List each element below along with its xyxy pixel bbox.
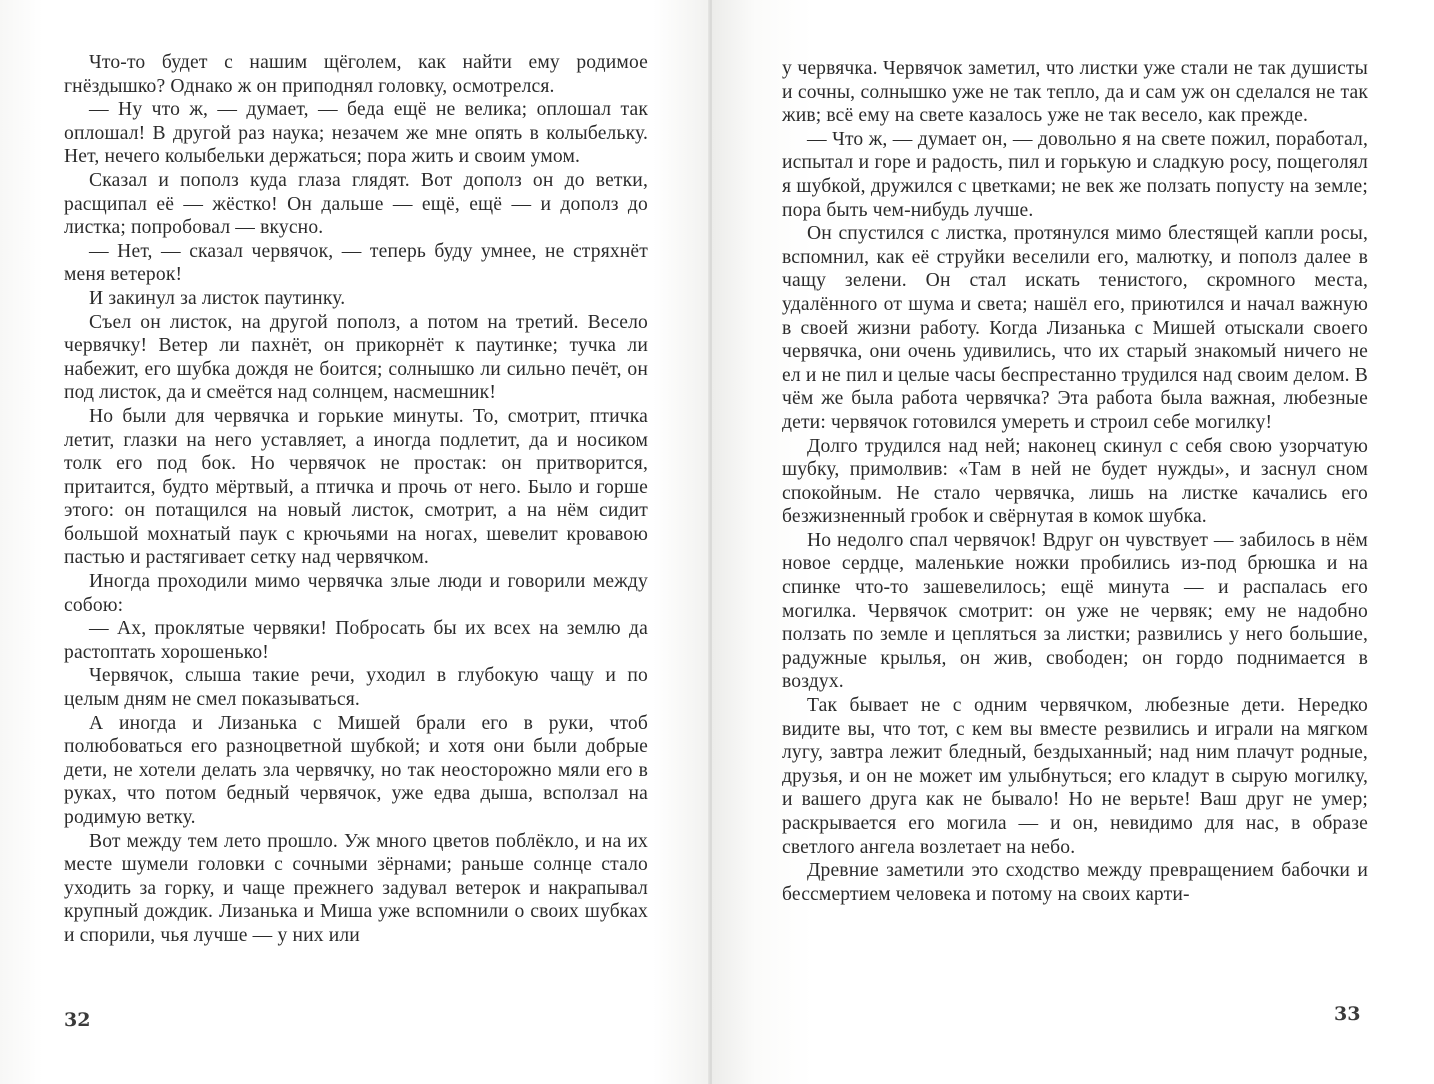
paragraph: Червячок, слыша такие речи, уходил в глубокую чащу и по целым дням не смел показываться. <box>64 665 648 711</box>
left-page-text <box>64 51 648 948</box>
paragraph: Съел он листок, на другой пополз, а потом на третий. Весело червячку! Ветер ли пахнёт, он прикорнёт к паутинке; тучка ли набежит, его шубка дождя не боится; солнышко ли сильно печёт, он под листок, да и смеётся над солнцем, насмешник! <box>64 311 648 404</box>
paragraph: Вот между тем лето прошло. Уж много цветов поблёкло, и на их месте шумели головки с сочными зёрнами; раньше солнце стало уходить за горку, и чаще прежнего задувал ветерок и накрапывал крупный дождик. Лизанька и Миша уже вспомнили о своих шубках и спорили, чья лучше — у них или <box>64 830 648 946</box>
left-page <box>0 0 710 1084</box>
paragraph: Иногда проходили мимо червячка злые люди и говорили между собою: <box>64 571 648 616</box>
paragraph: Так бывает не с одним червячком, любезные дети. Нередко видите вы, что тот, с кем вы вместе резвились и играли на мягком лугу, завтра лежит бледный, бездыханный; над ним плачут родные, друзья, и он не может им улыбнуться; его кладут в сырую могилку, и вашего друга как не бывало! Но не верьте! Ваш друг не умер; раскрывается его могила — и он, невидимо для нас, в образе светлого ангела возлетает на небо. <box>782 695 1368 858</box>
right-page-text <box>782 57 1368 906</box>
paragraph: Он спустился с листка, протянулся мимо блестящей капли росы, вспомнил, как её струйки веселили его, малютку, и пополз далее в чащу зелени. Он стал искать тенистого, скромного места, удалённого от шума и света; нашёл его, приютился и начал важную в своей жизни работу. Когда Лизанька с Мишей отыскали своего червячка, они очень удивились, что их старый знакомый ничего не ел и не пил и целые часы беспрестанно трудился над своим делом. В чём же была работа червячка? Эта работа была важная, любезные дети: червячок готовился умереть и строил себе могилку! <box>782 223 1368 433</box>
paragraph: — Что ж, — думает он, — довольно я на свете пожил, поработал, испытал и горе и радость, пил и горькую и сладкую росу, пощеголял я шубкой, дружился с цветками; не век же ползать попусту на земле; пора быть чем-нибудь лучше. <box>782 128 1368 221</box>
paragraph: — Ах, проклятые червяки! Побросать бы их всех на землю да растоптать хорошенько! <box>64 618 648 663</box>
page-number: 33 <box>1334 1003 1361 1025</box>
continued-paragraph: у червячка. Червячок заметил, что листки уже стали не так душисты и сочны, солнышко уже не так тепло, да и сам уж он сделался не так жив; всё ему на свете казалось уже не так весело, как прежде. <box>782 58 1368 127</box>
paragraph: Древние заметили это сходство между превращением бабочки и бессмертием человека и потому на своих карти- <box>782 860 1368 905</box>
paragraph: Но были для червячка и горькие минуты. То, смотрит, птичка летит, глазки на него уставляет, а иногда подлетит, да и носиком толк его под бок. Но червячок не простак: он притворится, притаится, будто мёртвый, а птичка и прочь от него. Было и горше этого: он потащился на новый листок, смотрит, а на нём сидит большой мохнатый паук с крючьями на ногах, шевелит кровавою пастью и растягивает сетку над червячком. <box>64 405 648 569</box>
paragraph: Что-то будет с нашим щёголем, как найти ему родимое гнёздышко? Однако ж он приподнял головку, осмотрелся. <box>64 52 648 97</box>
paragraph: Сказал и пополз куда глаза глядят. Вот дополз он до ветки, расщипал её — жёстко! Он дальше — ещё, ещё — и дополз до листка; попробовал — вкусно. <box>64 169 648 239</box>
paragraph: Но недолго спал червячок! Вдруг он чувствует — забилось в нём новое сердце, маленькие ножки пробились из-под брюшка и на спинке что-то зашевелилось; ещё минута — и распалась его могилка. Червячок смотрит: он уже не червяк; ему не надобно ползать по земле и цепляться за листки; развились у него большие, радужные крылья, он жив, свободен; он гордо поднимается в воздух. <box>782 529 1368 693</box>
paragraph: — Нет, — сказал червячок, — теперь буду умнее, не стряхнёт меня ветерок! <box>64 240 648 286</box>
paragraph: Долго трудился над ней; наконец скинул с себя свою узорчатую шубку, примолвив: «Там в ней не будет нужды», и заснул сном спокойным. Не стало червячка, лишь на листке качались его безжизненный гробок и свёрнутая в комок шубка. <box>782 435 1368 528</box>
page-number: 32 <box>64 1009 91 1031</box>
paragraph: И закинул за листок паутинку. <box>89 287 346 309</box>
paragraph: А иногда и Лизанька с Мишей брали его в руки, чтоб полюбоваться его разноцветной шубкой; и хотя они были добрые дети, не хотели делать зла червячку, но так неосторожно мяли его в руках, что потом бедный червячок, уже едва дыша, всползал на родимую ветку. <box>64 712 648 828</box>
paragraph: — Ну что ж, — думает, — беда ещё не велика; оплошал так оплошал! В другой раз наука; незачем же мне опять в колыбельку. Нет, нечего колыбельки держаться; пора жить и своим умом. <box>64 99 648 168</box>
